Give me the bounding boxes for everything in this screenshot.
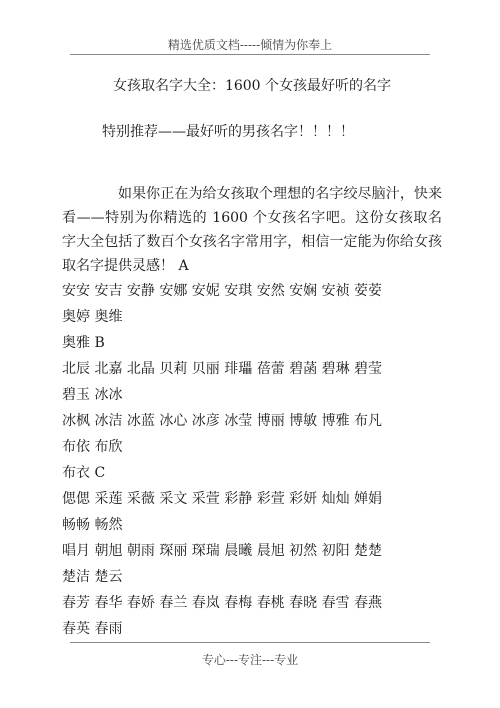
name-line: 奥婷 奥维: [62, 309, 123, 325]
footer-divider: [70, 642, 430, 643]
name-line: 碧玉 冰冰: [62, 387, 123, 403]
intro-paragraph: 如果你正在为给女孩取个理想的名字绞尽脑汁，快来看——特别为你精选的 1600 个女孩名字吧。这份女孩取名字大全包括了数百个女孩名字常用字，相信一定能为你给女孩取名字提供灵感！ A: [62, 186, 442, 274]
name-line: 安安 安吉 安静 安娜 安妮 安琪 安然 安娴 安祯 荌荌: [62, 283, 383, 299]
name-line: 春芳 春华 春娇 春兰 春岚 春梅 春桃 春晓 春雪 春燕: [62, 595, 383, 611]
name-line: 布依 布欣: [62, 439, 123, 455]
name-line: 春英 春雨: [62, 621, 123, 637]
name-list: [62, 278, 442, 642]
name-line: 畅畅 畅然: [62, 517, 123, 533]
page-footer: 专心---专注---专业: [201, 653, 299, 667]
document-title: 女孩取名字大全：1600 个女孩最好听的名字: [112, 78, 392, 94]
name-line: 奥雅 B: [62, 335, 105, 351]
special-recommendation: 特别推荐——最好听的男孩名字！！！！: [102, 124, 354, 140]
header-divider: [70, 54, 430, 55]
page-header: 精选优质文档-----倾情为你奉上: [167, 38, 333, 52]
name-line: 唱月 朝旭 朝雨 琛丽 琛瑞 晨曦 晨旭 初然 初阳 楚楚: [62, 543, 383, 559]
name-line: 偲偲 采莲 采薇 采文 采萱 彩静 彩萱 彩妍 灿灿 婵娟: [62, 491, 383, 507]
name-line: 布衣 C: [62, 465, 106, 481]
name-line: 北辰 北嘉 北晶 贝莉 贝丽 琲瓃 蓓蕾 碧菡 碧琳 碧莹: [62, 361, 383, 377]
document-body: [62, 60, 442, 642]
name-line: 楚洁 楚云: [62, 569, 123, 585]
name-line: 冰枫 冰洁 冰蓝 冰心 冰彦 冰莹 博丽 博敏 博雅 布凡: [62, 413, 383, 429]
